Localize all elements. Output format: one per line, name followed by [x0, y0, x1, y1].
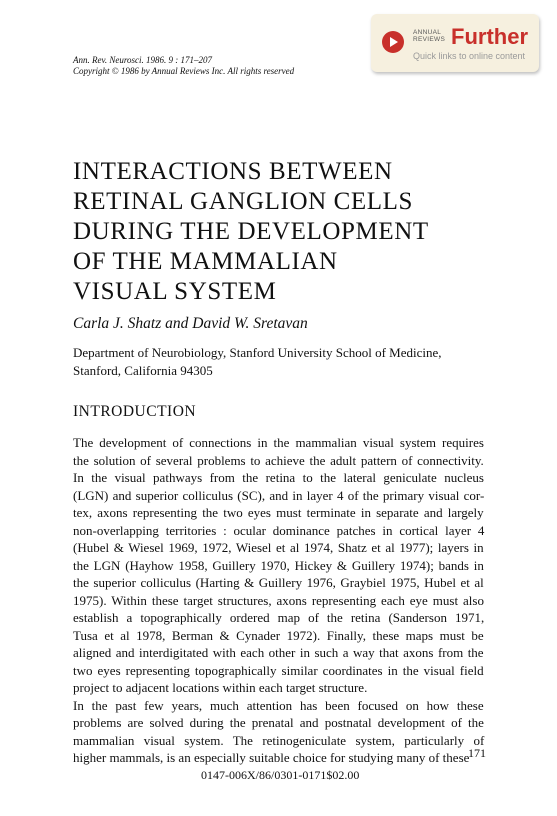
further-links-banner[interactable]	[371, 14, 539, 72]
banner-further-label: Further	[451, 24, 528, 49]
body-line: non-overlapping territories : ocular dominance patches in cortical layer 4	[73, 522, 485, 538]
title-line: RETINAL GANGLION CELLS	[73, 188, 414, 215]
article-title	[73, 157, 429, 307]
citation-line-1: Ann. Rev. Neurosci. 1986. 9 : 171–207	[73, 55, 212, 65]
body-line: the LGN (Hayhow 1958, Guillery 1970, Hickey & Guillery 1974); bands in	[73, 557, 484, 573]
body-line: problems are solved during the prenatal and postnatal development of the	[73, 715, 484, 730]
body-line: the superior colliculus (Harting & Guillery 1976, Graybiel 1975, Hubel et al	[73, 575, 484, 590]
body-line: project to adjacent locations within each target structure.	[73, 680, 368, 695]
authors: Carla J. Shatz and David W. Sretavan	[73, 315, 308, 332]
body-line: two eyes representing topographically similar coordinates in the visual field	[73, 662, 484, 678]
play-circle-icon	[382, 31, 404, 53]
body-line: aligned and interdigitated with each other in such a way that axons from the	[73, 645, 484, 660]
body-line: Tusa et al 1978, Berman & Cynader 1972). Finally, these maps must be	[73, 627, 484, 643]
body-line: the solution of several problems to achieve the adult pattern of connectivity.	[73, 452, 484, 468]
body-line: 1975). Within these target structures, axons representing each eye must also	[73, 592, 484, 608]
journal-citation	[73, 55, 294, 77]
section-heading: INTRODUCTION	[73, 403, 197, 420]
footer-code: 0147-006X/86/0301-0171$02.00	[201, 768, 360, 782]
title-line: INTERACTIONS BETWEEN	[73, 158, 393, 185]
body-line: higher mammals, is an especially suitable choice for studying many of these	[73, 750, 470, 765]
body-line: The development of connections in the mammalian visual system requires	[73, 435, 484, 450]
affiliation-line: Stanford, California 94305	[73, 363, 213, 378]
title-line: VISUAL SYSTEM	[73, 278, 277, 305]
body-text	[73, 434, 484, 767]
body-line: In the visual pathways from the retina to the lateral geniculate nucleus	[73, 470, 484, 485]
body-line: establish a topographically ordered map of the retina (Sanderson 1971,	[73, 610, 485, 625]
body-line: tex, axons representing the two eyes must terminate in separate and largely	[73, 505, 484, 520]
body-line: (Hubel & Wiesel 1969, 1972, Wiesel et al 1974, Shatz et al 1977); layers in	[73, 540, 484, 555]
body-line: (LGN) and superior colliculus (SC), and in layer 4 of the primary visual cor-	[73, 487, 485, 503]
title-line: OF THE MAMMALIAN	[73, 248, 338, 275]
affiliation	[73, 344, 442, 380]
citation-line-2: Copyright © 1986 by Annual Reviews Inc. All rights reserved	[73, 66, 295, 76]
body-line: mammalian visual system. The retinogeniculate system, particularly of	[73, 732, 485, 748]
banner-publisher-label: ANNUAL REVIEWS	[413, 29, 446, 43]
body-line: In the past few years, much attention has been focused on how these	[73, 697, 484, 713]
title-line: DURING THE DEVELOPMENT	[73, 218, 429, 245]
banner-subtitle: Quick links to online content	[413, 51, 526, 61]
page-number: 171	[468, 746, 486, 760]
affiliation-line: Department of Neurobiology, Stanford University School of Medicine,	[73, 345, 442, 360]
